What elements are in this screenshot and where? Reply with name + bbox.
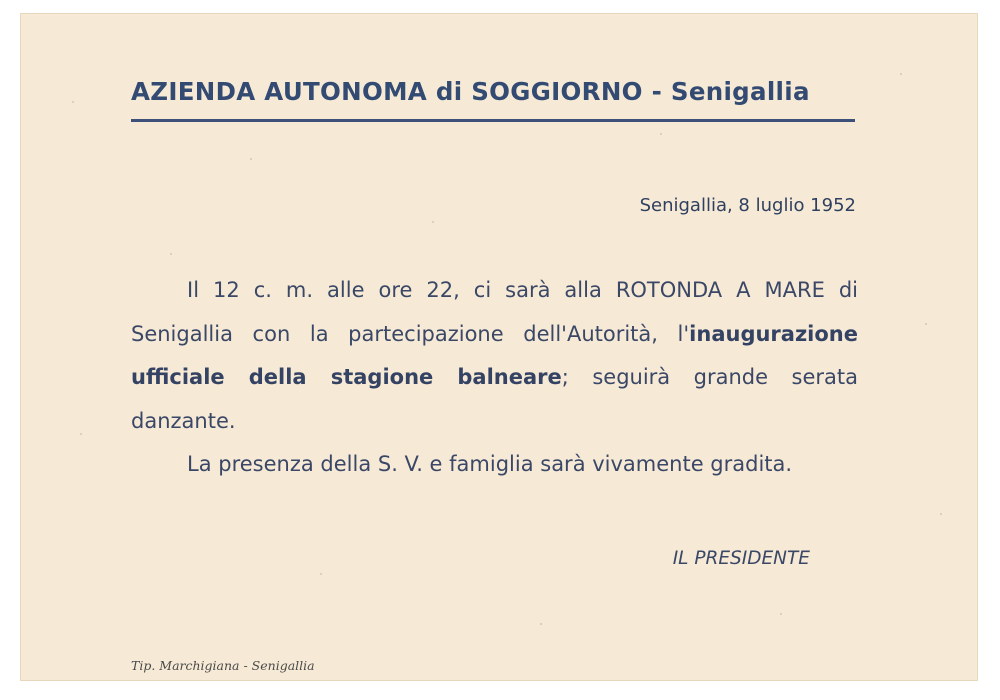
paper-speck	[72, 101, 74, 103]
announcement-text-end: ; seguirà grande serata danzante.	[131, 365, 858, 433]
paper-speck	[900, 73, 902, 75]
paper-speck	[432, 221, 434, 223]
paper-speck	[925, 323, 927, 325]
printer-credit: Tip. Marchigiana - Senigallia	[131, 658, 315, 673]
date-line: Senigallia, 8 luglio 1952	[639, 195, 856, 216]
announcement-emphasis: inaugurazione ufficiale della stagione balneare	[131, 321, 858, 389]
invitation-body	[131, 269, 858, 487]
paragraph-invitation: La presenza della S. V. e famiglia sarà vivamente gradita.	[187, 452, 793, 476]
signature: IL PRESIDENTE	[672, 548, 810, 569]
paper-speck	[660, 133, 662, 135]
organization-heading: AZIENDA AUTONOMA di SOGGIORNO - Senigallia	[131, 77, 810, 106]
invitation-card	[20, 13, 978, 681]
paper-speck	[170, 253, 172, 255]
paper-speck	[540, 623, 542, 625]
paragraph-announcement	[131, 269, 858, 443]
paper-speck	[780, 613, 782, 615]
paper-speck	[940, 513, 942, 515]
heading-underline	[131, 119, 855, 122]
announcement-text-start: Il 12 c. m. alle ore 22, ci sarà alla ROTONDA A MARE di Senigallia con la partecipazione dell'Autorità, l'	[131, 278, 858, 346]
paper-speck	[80, 433, 82, 435]
paper-speck	[250, 158, 252, 160]
paper-speck	[320, 573, 322, 575]
